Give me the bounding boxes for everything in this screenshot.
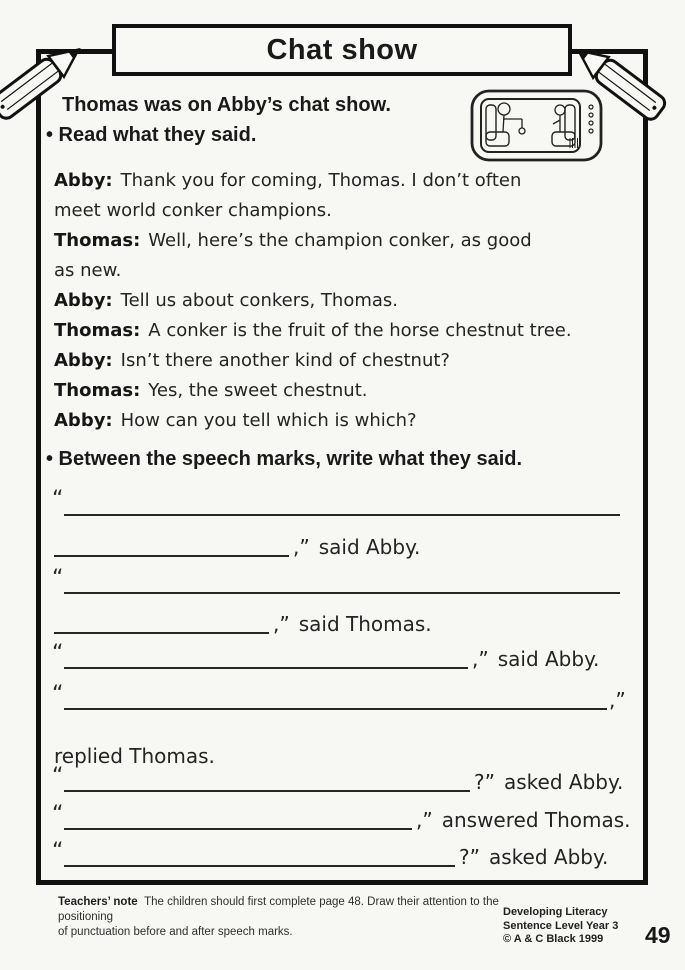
page-number: 49 bbox=[645, 922, 671, 948]
close-quote: ,” bbox=[416, 808, 433, 832]
answer-line bbox=[64, 828, 412, 830]
answer-line bbox=[64, 790, 470, 792]
imprint-series: Developing Literacy bbox=[503, 906, 608, 918]
page-title-text: Chat show bbox=[266, 34, 418, 66]
open-quote: “ bbox=[52, 682, 64, 707]
answer-attribution: asked Abby. bbox=[488, 845, 609, 869]
speaker-name: Thomas: bbox=[54, 380, 141, 401]
open-quote: “ bbox=[52, 764, 64, 789]
close-quote: ?” bbox=[459, 845, 480, 869]
imprint bbox=[503, 906, 618, 947]
answer-line bbox=[54, 632, 269, 634]
speaker-name: Abby: bbox=[54, 170, 113, 191]
speaker-name: Abby: bbox=[54, 350, 113, 371]
answer-attribution: asked Abby. bbox=[503, 770, 624, 794]
close-quote: ?” bbox=[474, 770, 495, 794]
teachers-note-line1 bbox=[58, 895, 538, 925]
answer-tail bbox=[273, 612, 432, 636]
dialogue-text: Thank you for coming, Thomas. I don’t often bbox=[120, 170, 522, 191]
dialogue-text: A conker is the fruit of the horse chestnut tree. bbox=[148, 320, 572, 341]
dialogue-line bbox=[54, 376, 640, 406]
dialogue-line bbox=[54, 346, 640, 376]
imprint-level: Sentence Level Year 3 bbox=[503, 919, 619, 932]
answer-tail bbox=[293, 535, 420, 559]
answer-line bbox=[54, 555, 289, 557]
answer-tail bbox=[459, 845, 608, 869]
dialogue-line bbox=[54, 406, 640, 436]
answer-line bbox=[64, 667, 468, 669]
answer-line bbox=[64, 865, 455, 867]
dialogue-line bbox=[54, 316, 640, 346]
dialogue-text: Yes, the sweet chestnut. bbox=[148, 380, 368, 401]
dialogue-text: Isn’t there another kind of chestnut? bbox=[120, 350, 450, 371]
dialogue-text: Well, here’s the champion conker, as good bbox=[148, 230, 532, 251]
open-quote: “ bbox=[52, 566, 64, 591]
open-quote: “ bbox=[52, 487, 64, 512]
answer-line bbox=[64, 592, 620, 594]
dialogue-line bbox=[54, 226, 640, 256]
answer-attribution: said Thomas. bbox=[298, 612, 432, 636]
page-title bbox=[112, 24, 572, 76]
open-quote: “ bbox=[52, 802, 64, 827]
pencil-icon bbox=[565, 28, 685, 113]
teachers-note-line2: of punctuation before and after speech marks. bbox=[58, 926, 293, 938]
dialogue-text: meet world conker champions. bbox=[54, 200, 332, 221]
close-quote: ,” bbox=[273, 612, 290, 636]
teachers-note-label: Teachers’ note bbox=[58, 896, 138, 908]
answer-attribution: replied Thomas. bbox=[54, 744, 215, 768]
dialogue-text: as new. bbox=[54, 260, 122, 281]
read-instruction: • Read what they said. bbox=[46, 124, 257, 146]
answer-tail bbox=[474, 770, 623, 794]
answer-attribution: answered Thomas. bbox=[441, 808, 631, 832]
dialogue-block bbox=[54, 166, 640, 436]
close-quote: ,” bbox=[609, 688, 626, 712]
write-instruction: • Between the speech marks, write what they said. bbox=[46, 448, 523, 470]
teachers-note bbox=[58, 895, 538, 940]
intro-heading: Thomas was on Abby’s chat show. bbox=[62, 94, 391, 116]
answer-tail bbox=[416, 808, 631, 832]
open-quote: “ bbox=[52, 839, 64, 864]
speaker-name: Thomas: bbox=[54, 320, 141, 341]
answer-line bbox=[64, 708, 607, 710]
speaker-name: Abby: bbox=[54, 290, 113, 311]
answer-attribution: said Abby. bbox=[497, 647, 600, 671]
dialogue-text: How can you tell which is which? bbox=[120, 410, 417, 431]
dialogue-line bbox=[54, 286, 640, 316]
dialogue-text: Tell us about conkers, Thomas. bbox=[120, 290, 399, 311]
close-quote: ,” bbox=[293, 535, 310, 559]
imprint-copyright: © A & C Black 1999 bbox=[503, 933, 604, 945]
teachers-note-text: The children should first complete page 48. Draw their attention to the positioning bbox=[58, 896, 499, 923]
dialogue-line bbox=[54, 166, 640, 196]
speaker-name: Thomas: bbox=[54, 230, 141, 251]
answer-line bbox=[64, 514, 620, 516]
close-quote: ,” bbox=[472, 647, 489, 671]
speaker-name: Abby: bbox=[54, 410, 113, 431]
answer-tail bbox=[472, 647, 599, 671]
dialogue-line bbox=[54, 196, 640, 226]
dialogue-line bbox=[54, 256, 640, 286]
answer-attribution: said Abby. bbox=[318, 535, 421, 559]
open-quote: “ bbox=[52, 641, 64, 666]
pencil-icon bbox=[0, 28, 120, 113]
